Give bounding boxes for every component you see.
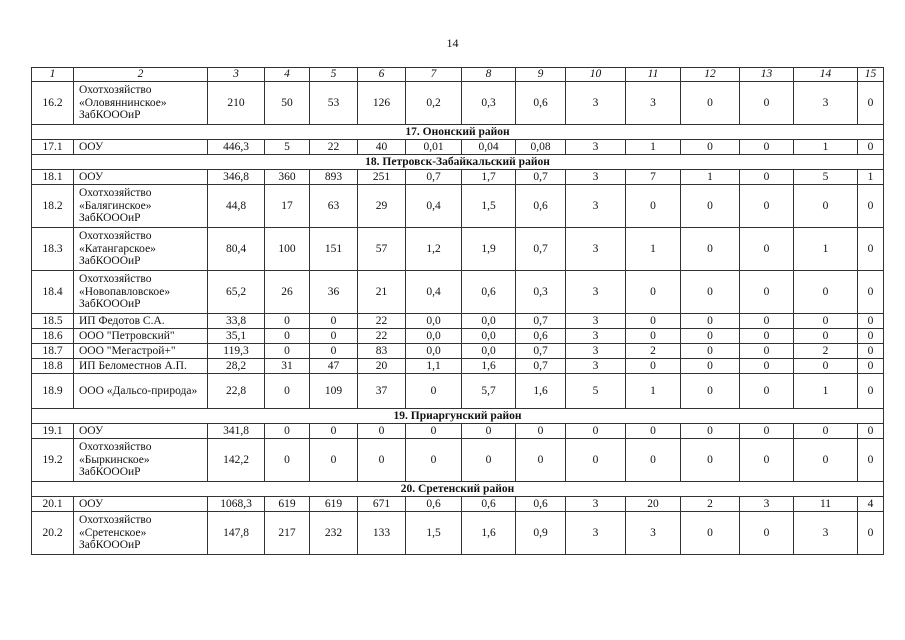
value-cell: 0,0 xyxy=(462,344,516,359)
value-cell: 3 xyxy=(566,185,626,228)
table-row xyxy=(32,424,884,439)
district-title: 20. Сретенский район xyxy=(32,482,884,497)
column-number: 3 xyxy=(208,68,265,82)
value-cell: 0,7 xyxy=(516,228,566,271)
table-row xyxy=(32,512,884,555)
value-cell: 33,8 xyxy=(208,314,265,329)
value-cell: 0,6 xyxy=(462,497,516,512)
value-cell: 2 xyxy=(794,344,858,359)
table-row xyxy=(32,329,884,344)
value-cell: 2 xyxy=(626,344,681,359)
value-cell: 0 xyxy=(265,424,310,439)
value-cell: 341,8 xyxy=(208,424,265,439)
row-number-cell: 16.2 xyxy=(32,82,74,125)
value-cell: 50 xyxy=(265,82,310,125)
value-cell: 0,7 xyxy=(406,170,462,185)
value-cell: 0 xyxy=(858,185,884,228)
value-cell: 0 xyxy=(566,439,626,482)
value-cell: 26 xyxy=(265,271,310,314)
value-cell: 1 xyxy=(681,170,740,185)
value-cell: 0 xyxy=(516,439,566,482)
value-cell: 4 xyxy=(858,497,884,512)
value-cell: 29 xyxy=(358,185,406,228)
organization-name-cell: ООУ xyxy=(74,497,208,512)
value-cell: 0 xyxy=(740,228,794,271)
value-cell: 3 xyxy=(566,344,626,359)
value-cell: 0,7 xyxy=(516,344,566,359)
table-row xyxy=(32,140,884,155)
value-cell: 40 xyxy=(358,140,406,155)
value-cell: 0 xyxy=(310,314,358,329)
value-cell: 0 xyxy=(740,344,794,359)
value-cell: 1,5 xyxy=(462,185,516,228)
value-cell: 0,7 xyxy=(516,359,566,374)
value-cell: 0,04 xyxy=(462,140,516,155)
column-number: 1 xyxy=(32,68,74,82)
value-cell: 1 xyxy=(794,228,858,271)
value-cell: 3 xyxy=(566,329,626,344)
value-cell: 57 xyxy=(358,228,406,271)
value-cell: 83 xyxy=(358,344,406,359)
value-cell: 0 xyxy=(794,185,858,228)
district-title: 17. Ононский район xyxy=(32,125,884,140)
value-cell: 0 xyxy=(626,329,681,344)
value-cell: 1,2 xyxy=(406,228,462,271)
value-cell: 1,1 xyxy=(406,359,462,374)
value-cell: 0 xyxy=(681,424,740,439)
column-number: 13 xyxy=(740,68,794,82)
value-cell: 0,6 xyxy=(516,497,566,512)
value-cell: 0 xyxy=(858,314,884,329)
organization-name-cell: ИП Федотов С.А. xyxy=(74,314,208,329)
value-cell: 0,0 xyxy=(462,329,516,344)
column-number: 11 xyxy=(626,68,681,82)
table-row xyxy=(32,314,884,329)
value-cell: 0 xyxy=(740,82,794,125)
value-cell: 1,5 xyxy=(406,512,462,555)
value-cell: 0 xyxy=(681,185,740,228)
value-cell: 0,01 xyxy=(406,140,462,155)
value-cell: 0 xyxy=(794,359,858,374)
value-cell: 21 xyxy=(358,271,406,314)
organization-name-cell: ООО "Мегастрой+" xyxy=(74,344,208,359)
value-cell: 0 xyxy=(681,439,740,482)
value-cell: 0 xyxy=(462,424,516,439)
hunting-data-table xyxy=(31,67,884,555)
value-cell: 0 xyxy=(310,439,358,482)
value-cell: 0 xyxy=(358,424,406,439)
value-cell: 0 xyxy=(740,439,794,482)
row-number-cell: 20.2 xyxy=(32,512,74,555)
value-cell: 22 xyxy=(358,314,406,329)
value-cell: 109 xyxy=(310,374,358,409)
value-cell: 619 xyxy=(310,497,358,512)
value-cell: 0 xyxy=(265,344,310,359)
column-number: 2 xyxy=(74,68,208,82)
value-cell: 0 xyxy=(310,344,358,359)
value-cell: 0 xyxy=(681,271,740,314)
value-cell: 47 xyxy=(310,359,358,374)
value-cell: 0 xyxy=(310,329,358,344)
value-cell: 0 xyxy=(740,424,794,439)
page-number: 14 xyxy=(446,36,459,50)
value-cell: 1 xyxy=(858,170,884,185)
value-cell: 3 xyxy=(566,170,626,185)
value-cell: 0,4 xyxy=(406,185,462,228)
value-cell: 3 xyxy=(566,140,626,155)
value-cell: 0,6 xyxy=(406,497,462,512)
column-number: 14 xyxy=(794,68,858,82)
row-number-cell: 18.3 xyxy=(32,228,74,271)
table-row xyxy=(32,497,884,512)
value-cell: 5 xyxy=(265,140,310,155)
row-number-cell: 19.1 xyxy=(32,424,74,439)
value-cell: 217 xyxy=(265,512,310,555)
value-cell: 3 xyxy=(566,359,626,374)
value-cell: 36 xyxy=(310,271,358,314)
value-cell: 0 xyxy=(740,374,794,409)
value-cell: 0 xyxy=(794,439,858,482)
column-number: 10 xyxy=(566,68,626,82)
table-row xyxy=(32,359,884,374)
table-row xyxy=(32,439,884,482)
value-cell: 133 xyxy=(358,512,406,555)
value-cell: 0 xyxy=(858,228,884,271)
value-cell: 0 xyxy=(740,170,794,185)
organization-name-cell: ООУ xyxy=(74,170,208,185)
value-cell: 5 xyxy=(794,170,858,185)
value-cell: 251 xyxy=(358,170,406,185)
value-cell: 0 xyxy=(406,374,462,409)
value-cell: 3 xyxy=(626,82,681,125)
value-cell: 0 xyxy=(681,314,740,329)
value-cell: 1 xyxy=(794,374,858,409)
value-cell: 0 xyxy=(681,344,740,359)
value-cell: 63 xyxy=(310,185,358,228)
value-cell: 126 xyxy=(358,82,406,125)
value-cell: 346,8 xyxy=(208,170,265,185)
row-number-cell: 18.4 xyxy=(32,271,74,314)
value-cell: 0,6 xyxy=(462,271,516,314)
row-number-cell: 18.9 xyxy=(32,374,74,409)
value-cell: 0,9 xyxy=(516,512,566,555)
value-cell: 0 xyxy=(265,439,310,482)
value-cell: 232 xyxy=(310,512,358,555)
value-cell: 147,8 xyxy=(208,512,265,555)
row-number-cell: 18.8 xyxy=(32,359,74,374)
value-cell: 0 xyxy=(794,424,858,439)
value-cell: 80,4 xyxy=(208,228,265,271)
value-cell: 446,3 xyxy=(208,140,265,155)
value-cell: 37 xyxy=(358,374,406,409)
value-cell: 1,7 xyxy=(462,170,516,185)
organization-name-cell: ООО «Дальсо-природа» xyxy=(74,374,208,409)
value-cell: 3 xyxy=(626,512,681,555)
value-cell: 0,0 xyxy=(462,314,516,329)
value-cell: 0 xyxy=(681,140,740,155)
district-section-row xyxy=(32,482,884,497)
value-cell: 3 xyxy=(566,271,626,314)
district-title: 18. Петровск-Забайкальский район xyxy=(32,155,884,170)
column-number: 9 xyxy=(516,68,566,82)
column-number: 8 xyxy=(462,68,516,82)
value-cell: 0 xyxy=(265,329,310,344)
value-cell: 0 xyxy=(681,82,740,125)
row-number-cell: 18.1 xyxy=(32,170,74,185)
value-cell: 0 xyxy=(858,140,884,155)
value-cell: 20 xyxy=(626,497,681,512)
district-title: 19. Приаргунский район xyxy=(32,409,884,424)
value-cell: 360 xyxy=(265,170,310,185)
value-cell: 0 xyxy=(858,512,884,555)
column-number: 4 xyxy=(265,68,310,82)
value-cell: 0 xyxy=(626,359,681,374)
value-cell: 1,9 xyxy=(462,228,516,271)
row-number-cell: 20.1 xyxy=(32,497,74,512)
value-cell: 65,2 xyxy=(208,271,265,314)
value-cell: 17 xyxy=(265,185,310,228)
district-section-row xyxy=(32,155,884,170)
table-row xyxy=(32,271,884,314)
row-number-cell: 18.7 xyxy=(32,344,74,359)
value-cell: 0 xyxy=(740,314,794,329)
value-cell: 3 xyxy=(566,228,626,271)
value-cell: 53 xyxy=(310,82,358,125)
organization-name-cell: Охотхозяйство «Катангарское» ЗабКОООиР xyxy=(74,228,208,271)
value-cell: 0,3 xyxy=(516,271,566,314)
value-cell: 11 xyxy=(794,497,858,512)
value-cell: 0 xyxy=(740,185,794,228)
table-row xyxy=(32,344,884,359)
value-cell: 0 xyxy=(858,344,884,359)
district-section-row xyxy=(32,409,884,424)
table-row xyxy=(32,82,884,125)
value-cell: 0 xyxy=(858,329,884,344)
value-cell: 0 xyxy=(858,439,884,482)
value-cell: 0 xyxy=(740,512,794,555)
row-number-cell: 18.5 xyxy=(32,314,74,329)
value-cell: 0 xyxy=(626,439,681,482)
value-cell: 0 xyxy=(858,271,884,314)
value-cell: 119,3 xyxy=(208,344,265,359)
column-number: 7 xyxy=(406,68,462,82)
value-cell: 0 xyxy=(265,374,310,409)
value-cell: 44,8 xyxy=(208,185,265,228)
value-cell: 151 xyxy=(310,228,358,271)
value-cell: 1,6 xyxy=(462,359,516,374)
value-cell: 1 xyxy=(794,140,858,155)
value-cell: 0,4 xyxy=(406,271,462,314)
value-cell: 0 xyxy=(858,82,884,125)
value-cell: 619 xyxy=(265,497,310,512)
organization-name-cell: Охотхозяйство «Сретенское» ЗабКОООиР xyxy=(74,512,208,555)
value-cell: 0,0 xyxy=(406,314,462,329)
value-cell: 142,2 xyxy=(208,439,265,482)
value-cell: 22 xyxy=(310,140,358,155)
row-number-cell: 19.2 xyxy=(32,439,74,482)
value-cell: 671 xyxy=(358,497,406,512)
column-number: 5 xyxy=(310,68,358,82)
value-cell: 0 xyxy=(740,329,794,344)
value-cell: 5,7 xyxy=(462,374,516,409)
organization-name-cell: Охотхозяйство «Новопавловское» ЗабКОООиР xyxy=(74,271,208,314)
value-cell: 210 xyxy=(208,82,265,125)
value-cell: 0 xyxy=(406,439,462,482)
row-number-cell: 18.2 xyxy=(32,185,74,228)
column-number: 12 xyxy=(681,68,740,82)
organization-name-cell: ООУ xyxy=(74,424,208,439)
table-row xyxy=(32,374,884,409)
value-cell: 35,1 xyxy=(208,329,265,344)
value-cell: 100 xyxy=(265,228,310,271)
value-cell: 0 xyxy=(740,271,794,314)
value-cell: 0 xyxy=(626,185,681,228)
value-cell: 0 xyxy=(858,424,884,439)
value-cell: 0 xyxy=(310,424,358,439)
value-cell: 1 xyxy=(626,228,681,271)
value-cell: 0,6 xyxy=(516,329,566,344)
value-cell: 0 xyxy=(626,271,681,314)
row-number-cell: 17.1 xyxy=(32,140,74,155)
value-cell: 0 xyxy=(681,374,740,409)
column-number-row xyxy=(32,68,884,82)
value-cell: 3 xyxy=(566,497,626,512)
value-cell: 1,6 xyxy=(462,512,516,555)
value-cell: 0 xyxy=(626,424,681,439)
table-row xyxy=(32,228,884,271)
organization-name-cell: ИП Беломестнов А.П. xyxy=(74,359,208,374)
column-number: 15 xyxy=(858,68,884,82)
value-cell: 0 xyxy=(566,424,626,439)
value-cell: 0,2 xyxy=(406,82,462,125)
value-cell: 1 xyxy=(626,374,681,409)
value-cell: 0,3 xyxy=(462,82,516,125)
row-number-cell: 18.6 xyxy=(32,329,74,344)
organization-name-cell: ООУ xyxy=(74,140,208,155)
value-cell: 0 xyxy=(740,359,794,374)
value-cell: 0,0 xyxy=(406,344,462,359)
value-cell: 3 xyxy=(566,82,626,125)
value-cell: 22 xyxy=(358,329,406,344)
value-cell: 3 xyxy=(566,314,626,329)
value-cell: 3 xyxy=(794,512,858,555)
organization-name-cell: Охотхозяйство «Оловяннинское» ЗабКОООиР xyxy=(74,82,208,125)
value-cell: 0,7 xyxy=(516,314,566,329)
value-cell: 0,6 xyxy=(516,185,566,228)
value-cell: 0 xyxy=(858,359,884,374)
value-cell: 3 xyxy=(794,82,858,125)
value-cell: 7 xyxy=(626,170,681,185)
value-cell: 0 xyxy=(858,374,884,409)
value-cell: 0 xyxy=(681,359,740,374)
value-cell: 3 xyxy=(740,497,794,512)
value-cell: 0,6 xyxy=(516,82,566,125)
value-cell: 0 xyxy=(265,314,310,329)
value-cell: 0 xyxy=(358,439,406,482)
value-cell: 0 xyxy=(626,314,681,329)
value-cell: 0 xyxy=(406,424,462,439)
value-cell: 3 xyxy=(566,512,626,555)
value-cell: 1,6 xyxy=(516,374,566,409)
value-cell: 28,2 xyxy=(208,359,265,374)
value-cell: 0 xyxy=(794,329,858,344)
value-cell: 0,0 xyxy=(406,329,462,344)
organization-name-cell: ООО "Петровский" xyxy=(74,329,208,344)
value-cell: 5 xyxy=(566,374,626,409)
organization-name-cell: Охотхозяйство «Балягинское» ЗабКОООиР xyxy=(74,185,208,228)
table-row xyxy=(32,185,884,228)
value-cell: 0 xyxy=(681,329,740,344)
value-cell: 0,08 xyxy=(516,140,566,155)
value-cell: 0,7 xyxy=(516,170,566,185)
value-cell: 0 xyxy=(516,424,566,439)
value-cell: 0 xyxy=(681,228,740,271)
organization-name-cell: Охотхозяйство «Быркинское» ЗабКОООиР xyxy=(74,439,208,482)
value-cell: 20 xyxy=(358,359,406,374)
value-cell: 0 xyxy=(681,512,740,555)
value-cell: 31 xyxy=(265,359,310,374)
value-cell: 0 xyxy=(794,271,858,314)
value-cell: 0 xyxy=(462,439,516,482)
value-cell: 893 xyxy=(310,170,358,185)
value-cell: 2 xyxy=(681,497,740,512)
value-cell: 22,8 xyxy=(208,374,265,409)
table-row xyxy=(32,170,884,185)
value-cell: 0 xyxy=(740,140,794,155)
value-cell: 1 xyxy=(626,140,681,155)
column-number: 6 xyxy=(358,68,406,82)
district-section-row xyxy=(32,125,884,140)
value-cell: 1068,3 xyxy=(208,497,265,512)
value-cell: 0 xyxy=(794,314,858,329)
